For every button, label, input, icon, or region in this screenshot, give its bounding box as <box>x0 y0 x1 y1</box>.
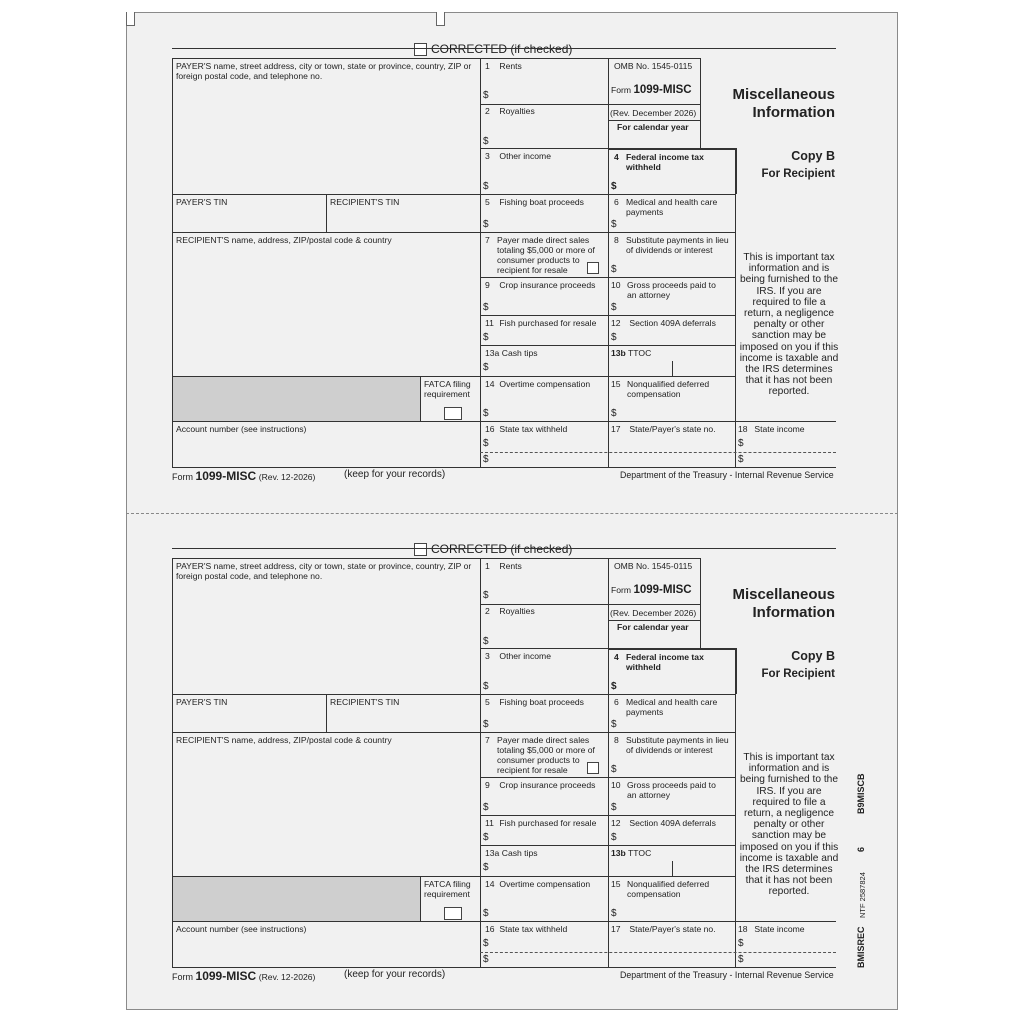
box-10-label: 10 Gross proceeds paid to an attorney <box>611 780 716 800</box>
form-id: Form 1099-MISC <box>611 84 692 96</box>
box-10-label: 10 Gross proceeds paid to an attorney <box>611 280 716 300</box>
box-14-dollar: $ <box>483 908 489 919</box>
box-11-dollar: $ <box>483 832 489 843</box>
form-copy <box>0 500 1024 1000</box>
notice-text: This is important tax information and is being furnished to the IRS. If you are required to file a return, a negligence penalty or other sanction may be imposed on you if this income is taxable and the IRS determines that it has not been reported. <box>739 252 839 398</box>
calendar-year-label: For calendar year <box>617 622 689 632</box>
footer-department: Department of the Treasury - Internal Revenue Service <box>620 970 834 980</box>
footer-keep: (keep for your records) <box>344 969 446 980</box>
box-8-label: 8 Substitute payments in lieu of dividends or interest <box>614 235 729 255</box>
omb-number: OMB No. 1545-0115 <box>614 61 693 71</box>
box-16-dollar: $ <box>483 938 489 949</box>
box-9-label: 9 Crop insurance proceeds <box>485 280 596 290</box>
box-18-label: 18 State income <box>738 424 805 434</box>
fatca-checkbox[interactable] <box>444 907 462 920</box>
payer-tin-label: PAYER'S TIN <box>176 697 228 707</box>
box-7-label: 7 Payer made direct sales totaling $5,000 or more of consumer products to recipient for resale <box>485 235 595 275</box>
box-2-label: 2 Royalties <box>485 606 535 616</box>
box-18-dollar: $ <box>738 938 744 949</box>
fatca-label: FATCA filing requirement <box>424 879 471 899</box>
box-2-label: 2 Royalties <box>485 106 535 116</box>
box-16-label: 16 State tax withheld <box>485 424 568 434</box>
box-5-dollar: $ <box>483 719 489 730</box>
corrected-label: CORRECTED (if checked) <box>431 542 573 556</box>
box-18-dollar-2: $ <box>738 454 744 465</box>
box-8-dollar: $ <box>611 764 617 775</box>
box-13a-label: 13a Cash tips <box>485 848 538 858</box>
omb-number: OMB No. 1545-0115 <box>614 561 693 571</box>
corrected-label: CORRECTED (if checked) <box>431 42 573 56</box>
form-title: Miscellaneous Information <box>732 86 835 121</box>
box-11-label: 11 Fish purchased for resale <box>485 818 597 828</box>
box-12-label: 12 Section 409A deferrals <box>611 318 716 328</box>
revision-date: (Rev. December 2026) <box>610 608 697 618</box>
recipient-label: RECIPIENT'S name, address, ZIP/postal code & country <box>176 735 392 745</box>
box-1-label: 1 Rents <box>485 61 522 71</box>
box-1-dollar: $ <box>483 590 489 601</box>
payer-label: PAYER'S name, street address, city or town, state or province, country, ZIP or foreign postal code, and telephone no. <box>176 561 472 581</box>
box-18-dollar-2: $ <box>738 954 744 965</box>
side-code-1: B9MISCB <box>856 773 866 814</box>
box-10-dollar: $ <box>611 802 617 813</box>
box-14-label: 14 Overtime compensation <box>485 879 591 889</box>
box-2-dollar: $ <box>483 136 489 147</box>
for-recipient-label: For Recipient <box>761 168 835 180</box>
box-14-label: 14 Overtime compensation <box>485 379 591 389</box>
box-9-label: 9 Crop insurance proceeds <box>485 780 596 790</box>
box-4-dollar: $ <box>611 681 617 692</box>
box-3-label: 3 Other income <box>485 151 551 161</box>
calendar-year-label: For calendar year <box>617 122 689 132</box>
box-9-dollar: $ <box>483 302 489 313</box>
notice-text: This is important tax information and is being furnished to the IRS. If you are required to file a return, a negligence penalty or other sanction may be imposed on you if this income is taxable and the IRS determines that it has not been reported. <box>739 752 839 898</box>
shaded-area <box>173 377 420 421</box>
footer-department: Department of the Treasury - Internal Revenue Service <box>620 470 834 480</box>
box-12-label: 12 Section 409A deferrals <box>611 818 716 828</box>
box-3-dollar: $ <box>483 181 489 192</box>
box-13a-dollar: $ <box>483 862 489 873</box>
fatca-checkbox[interactable] <box>444 407 462 420</box>
fatca-label: FATCA filing requirement <box>424 379 471 399</box>
box-8-label: 8 Substitute payments in lieu of dividends or interest <box>614 735 729 755</box>
box-4-label: 4 Federal income tax withheld <box>614 152 704 172</box>
box-6-label: 6 Medical and health care payments <box>614 197 718 217</box>
shaded-area <box>173 877 420 921</box>
recipient-tin-label: RECIPIENT'S TIN <box>330 197 400 207</box>
recipient-tin-label: RECIPIENT'S TIN <box>330 697 400 707</box>
box-16-dollar-2: $ <box>483 454 489 465</box>
side-bmisrec: BMISREC <box>856 926 866 968</box>
box-15-label: 15 Nonqualified deferred compensation <box>611 879 710 899</box>
box-15-label: 15 Nonqualified deferred compensation <box>611 379 710 399</box>
box-2-dollar: $ <box>483 636 489 647</box>
box-14-dollar: $ <box>483 408 489 419</box>
box-17-label: 17 State/Payer's state no. <box>611 424 716 434</box>
form-id: Form 1099-MISC <box>611 584 692 596</box>
account-label: Account number (see instructions) <box>176 424 307 434</box>
box-6-dollar: $ <box>611 219 617 230</box>
box-7-label: 7 Payer made direct sales totaling $5,000 or more of consumer products to recipient for resale <box>485 735 595 775</box>
copy-b-label: Copy B <box>791 149 835 163</box>
box-1-label: 1 Rents <box>485 561 522 571</box>
account-label: Account number (see instructions) <box>176 924 307 934</box>
box-5-dollar: $ <box>483 219 489 230</box>
box-5-label: 5 Fishing boat proceeds <box>485 697 584 707</box>
recipient-label: RECIPIENT'S name, address, ZIP/postal code & country <box>176 235 392 245</box>
form-title: Miscellaneous Information <box>732 586 835 621</box>
box-9-dollar: $ <box>483 802 489 813</box>
box-10-dollar: $ <box>611 302 617 313</box>
box-7-checkbox[interactable] <box>587 762 599 774</box>
box-15-dollar: $ <box>611 408 617 419</box>
box-16-dollar-2: $ <box>483 954 489 965</box>
box-15-dollar: $ <box>611 908 617 919</box>
box-7-checkbox[interactable] <box>587 262 599 274</box>
box-11-dollar: $ <box>483 332 489 343</box>
side-code-2: 6 <box>856 846 866 852</box>
box-13b-label: 13b TTOC <box>611 348 652 358</box>
box-18-label: 18 State income <box>738 924 805 934</box>
side-ntf-code: NTF 2587824 <box>858 872 867 918</box>
copy-b-label: Copy B <box>791 649 835 663</box>
box-5-label: 5 Fishing boat proceeds <box>485 197 584 207</box>
box-12-dollar: $ <box>611 832 617 843</box>
box-3-label: 3 Other income <box>485 651 551 661</box>
box-13a-dollar: $ <box>483 362 489 373</box>
footer-keep: (keep for your records) <box>344 469 446 480</box>
box-3-dollar: $ <box>483 681 489 692</box>
box-16-dollar: $ <box>483 438 489 449</box>
box-6-dollar: $ <box>611 719 617 730</box>
box-13b-label: 13b TTOC <box>611 848 652 858</box>
box-18-dollar: $ <box>738 438 744 449</box>
box-4-label: 4 Federal income tax withheld <box>614 652 704 672</box>
for-recipient-label: For Recipient <box>761 668 835 680</box>
box-13a-label: 13a Cash tips <box>485 348 538 358</box>
footer-form-id: Form 1099-MISC (Rev. 12-2026) <box>172 969 316 983</box>
box-8-dollar: $ <box>611 264 617 275</box>
revision-date: (Rev. December 2026) <box>610 108 697 118</box>
box-11-label: 11 Fish purchased for resale <box>485 318 597 328</box>
form-copy <box>0 0 1024 500</box>
box-12-dollar: $ <box>611 332 617 343</box>
box-4-dollar: $ <box>611 181 617 192</box>
box-17-label: 17 State/Payer's state no. <box>611 924 716 934</box>
box-6-label: 6 Medical and health care payments <box>614 697 718 717</box>
box-1-dollar: $ <box>483 90 489 101</box>
box-16-label: 16 State tax withheld <box>485 924 568 934</box>
payer-tin-label: PAYER'S TIN <box>176 197 228 207</box>
footer-form-id: Form 1099-MISC (Rev. 12-2026) <box>172 469 316 483</box>
payer-label: PAYER'S name, street address, city or town, state or province, country, ZIP or foreign postal code, and telephone no. <box>176 61 472 81</box>
